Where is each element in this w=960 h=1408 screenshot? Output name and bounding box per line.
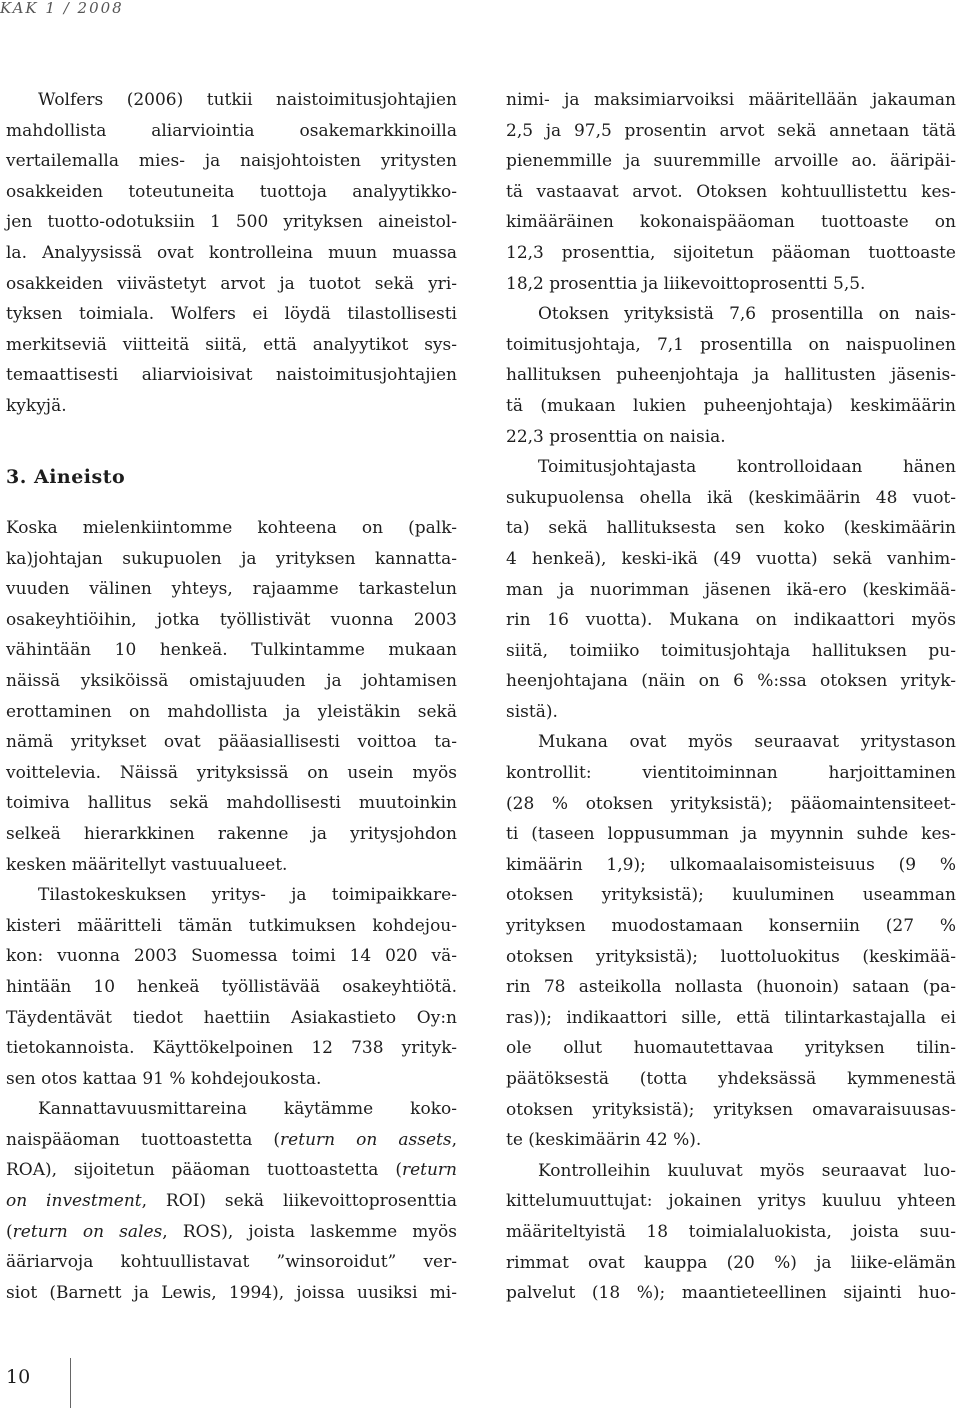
text-line: kon: vuonna 2003 Suomessa toimi 14 020 vä- [6, 946, 457, 967]
text-segment: ROA), sijoitetun pääoman tuottoastetta ( [6, 1160, 402, 1181]
text-line: tyksen toimiala. Wolfers ei löydä tilastollisesti [6, 304, 457, 325]
text-line: toimiva hallitus sekä mahdollisesti muutoinkin [6, 793, 457, 814]
text-line: rin 78 asteikolla nollasta (huonoin) sataan (pa- [506, 977, 956, 998]
paragraph [506, 452, 956, 727]
text-line: osakeyhtiöihin, jotka työllistivät vuonna 2003 [6, 609, 457, 630]
text-line: ka)johtajan sukupuolen ja yrityksen kannatta- [6, 548, 457, 569]
text-line: (28 % otoksen yrityksistä); pääomaintensiteet- [506, 793, 956, 814]
paragraph [6, 1094, 457, 1308]
text-line: sukupuolensa ohella ikä (keskimäärin 48 vuot- [506, 487, 956, 508]
page-number: 10 [6, 1366, 31, 1388]
text-segment: , ROS), joista laskemme myös [162, 1221, 457, 1242]
text-line: kimääräinen kokonaispääoman tuottoaste on [506, 212, 956, 233]
text-line: 2,5 ja 97,5 prosentin arvot sekä annetaan tätä [506, 120, 956, 141]
text-line: ti (taseen loppusumman ja myynnin suhde kes- [506, 824, 956, 845]
paragraph [506, 1156, 956, 1309]
footer-rule [70, 1358, 71, 1408]
text-line: nimi- ja maksimiarvoiksi määritellään jakauman [506, 90, 956, 110]
italic-term: on investment [6, 1191, 142, 1212]
text-line: Wolfers (2006) tutkii naistoimitusjohtajien [38, 90, 457, 110]
text-line: hintään 10 henkeä työllistävää osakeyhtiötä. [6, 976, 457, 997]
text-line: otoksen yrityksistä); luottoluokitus (keskimää- [506, 946, 956, 967]
text-line: man ja nuorimman jäsenen ikä-ero (keskimää- [506, 579, 956, 600]
text-line: toimitusjohtaja, 7,1 prosentilla on naispuolinen [506, 334, 956, 355]
paragraph [6, 85, 457, 422]
italic-term: return [401, 1160, 457, 1181]
text-line: tä vastaavat arvot. Otoksen kohtuullistettu kes- [506, 181, 956, 202]
text-line: 22,3 prosenttia on naisia. [506, 426, 726, 447]
text-line: rin 16 vuotta). Mukana on indikaattori myös [506, 610, 956, 631]
text-line: kontrollit: vientitoiminnan harjoittaminen [506, 763, 956, 784]
text-line [6, 1186, 457, 1217]
text-line: mahdollista aliarviointia osakemarkkinoilla [6, 120, 457, 141]
text-line: kykyjä. [6, 395, 67, 416]
paragraph [506, 299, 956, 452]
text-line: vertailemalla mies- ja naisjohtoisten yritysten [6, 151, 457, 172]
text-line: kimäärin 1,9); ulkomaalaisomisteisuus (9 % [506, 854, 956, 875]
text-line: erottaminen on mahdollista ja yleistäkin sekä [6, 701, 457, 722]
paragraph [6, 513, 457, 880]
text-line: voittelevia. Näissä yrityksissä on usein myös [6, 762, 457, 783]
text-line [6, 1155, 457, 1186]
text-line: rimmat ovat kauppa (20 %) ja liike-elämän [506, 1252, 956, 1273]
paragraph [506, 85, 956, 299]
text-line: Kontrolleihin kuuluvat myös seuraavat luo- [538, 1160, 956, 1181]
text-line: tietokannoista. Käyttökelpoinen 12 738 yrityk- [6, 1038, 457, 1059]
italic-term: return on sales [12, 1221, 163, 1242]
text-line: vuuden välinen yhteys, rajaamme tarkastelun [6, 579, 457, 600]
text-line: te (keskimäärin 42 %). [506, 1130, 702, 1151]
text-line: yrityksen muodostamaan konserniin (27 % [506, 916, 956, 937]
text-line: merkitseviä viitteitä siitä, että analyytikot sys- [6, 334, 457, 355]
text-line: tä (mukaan lukien puheenjohtaja) keskimäärin [506, 395, 956, 416]
text-segment: , ROI) sekä liikevoittoprosenttia [141, 1191, 457, 1212]
text-line: nämä yritykset ovat pääasiallisesti voittoa ta- [6, 732, 457, 753]
text-line: la. Analyysissä ovat kontrolleina muun muassa [6, 242, 457, 263]
text-line: heenjohtajana (näin on 6 %:ssa otoksen yrityk- [506, 671, 956, 692]
text-line: selkeä hierarkkinen rakenne ja yritysjohdon [6, 823, 457, 844]
right-column [506, 85, 956, 1309]
paragraph [506, 727, 956, 1155]
text-line: 12,3 prosenttia, sijoitetun pääoman tuottoaste [506, 242, 956, 263]
text-line: Kannattavuusmittareina käytämme koko- [38, 1099, 457, 1120]
text-line: hallituksen puheenjohtaja ja hallitusten jäsenis- [506, 365, 956, 386]
text-line: Otoksen yrityksistä 7,6 prosentilla on nais- [538, 304, 956, 325]
journal-issue-header: KAK 1 / 2008 [0, 0, 124, 17]
text-line [6, 1217, 457, 1248]
text-segment: naispääoman tuottoastetta ( [6, 1129, 281, 1150]
text-line: sistä). [506, 701, 558, 722]
text-line: pienemmille ja suuremmille arvoille ao. ääripäi- [506, 151, 956, 172]
text-line: kesken määritellyt vastuualueet. [6, 854, 288, 875]
text-line: kittelumuuttujat: jokainen yritys kuuluu yhteen [506, 1191, 956, 1212]
text-line: otoksen yrityksistä); kuuluminen useamman [506, 885, 956, 906]
text-line: ääriarvoja kohtuullistavat ”winsoroidut” ver- [6, 1252, 457, 1273]
left-column-section-body [6, 513, 457, 1308]
section-heading: 3. Aineisto [6, 466, 126, 488]
paragraph [6, 880, 457, 1094]
text-line: Koska mielenkiintomme kohteena on (palk- [6, 518, 457, 538]
left-column-top [6, 85, 457, 422]
text-line: vähintään 10 henkeä. Tulkintamme mukaan [6, 640, 457, 661]
text-line: ras)); indikaattori sille, että tilintarkastajalla ei [506, 1007, 956, 1028]
text-line: Tilastokeskuksen yritys- ja toimipaikkare- [38, 885, 457, 906]
text-line: otoksen yrityksistä); yrityksen omavaraisuusas- [506, 1099, 956, 1120]
text-line: ta) sekä hallituksesta sen koko (keskimäärin [506, 518, 956, 539]
text-segment: ( [6, 1221, 13, 1242]
text-line [6, 1125, 457, 1156]
text-line: määriteltyistä 18 toimialaluokista, joista suu- [506, 1221, 956, 1242]
text-line: 18,2 prosenttia ja liikevoittoprosentti 5,5. [506, 273, 866, 294]
text-line: siitä, toimiiko toimitusjohtaja hallituksen pu- [506, 640, 956, 661]
text-line: näissä yksiköissä omistajuuden ja johtamisen [6, 670, 457, 691]
text-line: siot (Barnett ja Lewis, 1994), joissa uusiksi mi- [6, 1282, 457, 1303]
text-line: temaattisesti aliarvioisivat naistoimitusjohtajien [6, 365, 457, 386]
text-line: osakkeiden viivästetyt arvot ja tuotot sekä yri- [6, 273, 457, 294]
text-line: Toimitusjohtajasta kontrolloidaan hänen [538, 457, 956, 478]
text-line: päätöksestä (totta yhdeksässä kymmenestä [506, 1069, 956, 1089]
text-line: 4 henkeä), keski-ikä (49 vuotta) sekä vanhim- [506, 548, 956, 569]
text-line: Mukana ovat myös seuraavat yritystason [538, 732, 956, 753]
italic-term: return on assets [280, 1129, 452, 1150]
text-segment: , [451, 1129, 457, 1150]
text-line: kisteri määritteli tämän tutkimuksen kohdejou- [6, 915, 457, 936]
text-line: palvelut (18 %); maantieteellinen sijainti huo- [506, 1283, 956, 1304]
text-line: osakkeiden toteutuneita tuottoja analyytikko- [6, 181, 457, 202]
text-line: Täydentävät tiedot haettiin Asiakastieto Oy:n [6, 1007, 457, 1028]
text-line: ole ollut huomautettavaa yrityksen tilin- [506, 1038, 956, 1059]
text-line: jen tuotto-odotuksiin 1 500 yrityksen aineistol- [6, 212, 457, 233]
text-line: sen otos kattaa 91 % kohdejoukosta. [6, 1068, 322, 1089]
